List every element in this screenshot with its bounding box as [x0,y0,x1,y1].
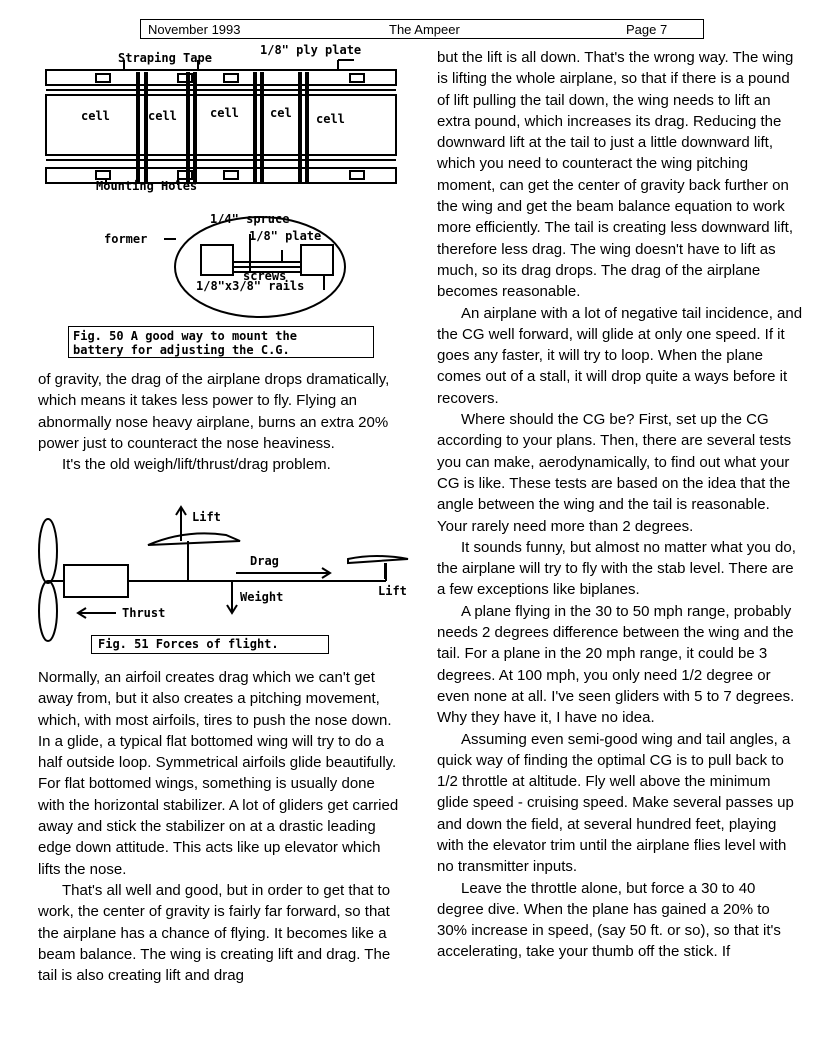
label-drag: Drag [250,554,279,568]
label-ply-plate: 1/8" ply plate [260,43,362,57]
label-former: former [104,232,148,246]
label-cell-2: cell [148,109,177,123]
label-thrust: Thrust [122,606,166,620]
label-plate: 1/8" plate [249,229,322,243]
header-date: November 1993 [148,22,241,37]
label-rails: 1/8"x3/8" rails [196,279,305,293]
label-cell-4: cel [270,106,292,120]
label-cell-5: cell [316,112,345,126]
figure-50-diagram [38,40,408,330]
paragraph: A plane flying in the 30 to 50 mph range, probably needs 2 degrees difference between the wing and the tail. For a plane in the 20 mph range, it could be 3 degrees. At 100 mph, you only need 1/2 degree or even none at all. I've seen gliders with 5 to 7 degrees. Why they have it, I have no idea. [437,602,795,727]
label-spruce: 1/4" spruce [210,212,290,226]
paragraph: Assuming even semi-good wing and tail angles, a quick way of finding the optimal CG is to pull back to 1/2 throttle at altitude. Fly well above the minimum glide speed - cruising speed. Make several passes up and down the field, at several hundred feet, playing with the elevator trim until the airplane flies level with no transmitter inputs. [437,730,794,876]
label-cell-3: cell [210,106,239,120]
paragraph: of gravity, the drag of the airplane drops dramatically, which means it takes less power to fly. Flying an abnormally nose heavy airplane, burns an extra 20% power just to counteract the nose heaviness. [38,371,390,452]
paragraph: An airplane with a lot of negative tail incidence, and the CG well forward, will glide at only one speed. If it goes any faster, it will try to loop. When the plane comes out of a stall, it will drop quite a ways before it recovers. [437,304,803,407]
label-cell-1: cell [81,109,110,123]
label-mounting-holes: Mounting Holes [96,179,198,193]
figure-51-caption: Fig. 51 Forces of flight. [91,635,329,654]
paragraph: Leave the throttle alone, but force a 30 to 40 degree dive. When the plane has gained a 20% to 30% increase in speed, (say 50 ft. or so), so that it's accelerating, take your thumb off the stick. If [437,879,781,961]
paragraph: It sounds funny, but almost no matter what you do, the airplane will try to fly with the stab level. There are a few exceptions like biplanes. [437,538,796,599]
label-screws: screws [243,269,287,283]
paragraph: Normally, an airfoil creates drag which we can't get away from, but it also creates a pitching movement, which, with most airfoils, tires to push the nose down. In a glide, a typical flat bottomed wing will try to do a half outside loop. Symmetrical airfoils glide beautifully. For flat bottomed wings, something is usually done with the horizontal stabilizer. A lot of gliders get carried away and stick the stabilizer on at a drastic leading edge down attitude. This acts like up elevator which lifts the nose. [38,669,399,878]
paragraph: It's the old weigh/lift/thrust/drag problem. [62,456,331,474]
label-weight: Weight [240,590,284,604]
label-lift: Lift [192,510,221,524]
label-straping-tape: Straping Tape [118,51,212,65]
left-column-bottom [38,667,402,986]
paragraph: Where should the CG be? First, set up the CG according to your plans. Then, there are several tests you can make, aerodynamically, to find out what your CG is like. These tests are based on the idea that the angle between the wing and the tail is reasonable. Your rarely need more than 2 degrees. [437,411,792,535]
page-header [140,19,704,39]
right-column [437,47,803,963]
left-column-top [38,369,396,475]
figure-50-caption: Fig. 50 A good way to mount the battery for adjusting the C.G. [68,326,374,358]
figure-51-diagram [36,503,418,643]
paragraph: but the lift is all down. That's the wrong way. The wing is lifting the whole airplane, so that if there is a pound of lift pulling the tail down, the wing needs to lift an extra pound, which increases its drag. Reducing the downward lift at the tail to just a little downward lift, which you need to counteract the wing pitching moment, can get the center of gravity back further on the wing and get the beam balance equation to work more efficiently. The tail is creating less downward lift, therefore less drag. The wing doesn't have to lift as much, so its drag drops. The drag of the airplane becomes reasonable. [437,49,794,301]
header-page-number: Page 7 [626,22,668,37]
paragraph: That's all well and good, but in order to get that to work, the center of gravity is fairly far forward, so that the airplane has a chance of flying. It becomes like a beam balance. The wing is creating lift and drag. The tail is also creating lift and drag [38,881,391,985]
header-title: The Ampeer [389,22,460,37]
label-lift-tail: Lift [378,584,407,598]
